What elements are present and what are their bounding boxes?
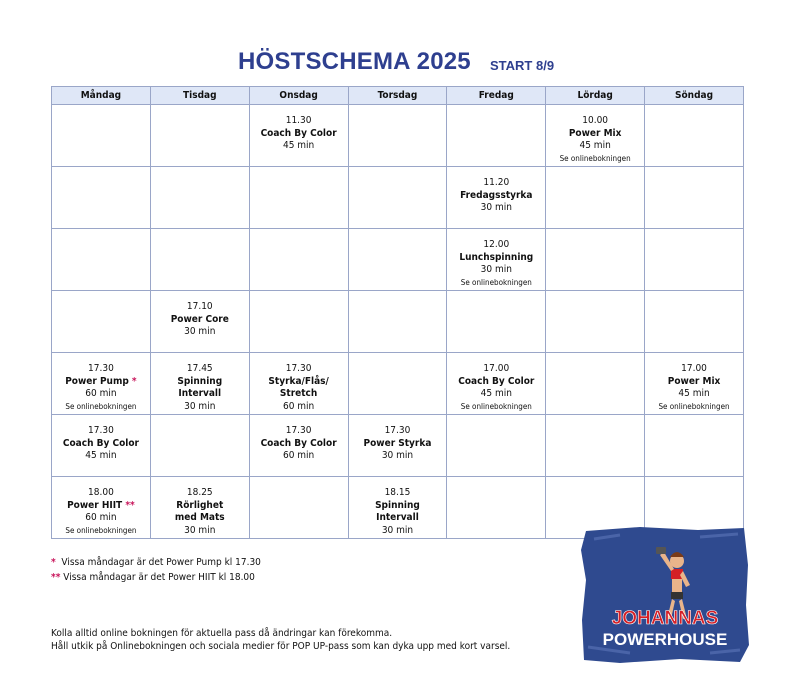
- class-name: Power Pump: [65, 375, 129, 387]
- class-entry: [52, 353, 150, 412]
- schedule-cell: [249, 229, 348, 291]
- class-time: 18.15: [384, 487, 411, 498]
- class-name: Power Styrka: [363, 437, 432, 449]
- day-header: Tisdag: [150, 87, 249, 105]
- class-entry: [52, 477, 150, 536]
- class-duration: 60 min: [85, 512, 117, 523]
- class-time: 11.20: [483, 177, 510, 188]
- schedule-row: [52, 229, 744, 291]
- schedule-cell: [546, 167, 645, 229]
- footnote-text: Vissa måndagar är det Power HIIT kl 18.00: [63, 572, 255, 583]
- schedule-cell: [645, 167, 744, 229]
- footnote-marker: **: [125, 499, 135, 511]
- class-duration: 45 min: [678, 388, 710, 399]
- class-name: Power HIIT: [67, 499, 123, 511]
- class-duration: 60 min: [282, 400, 315, 412]
- class-name: Lunchspinning: [459, 251, 534, 263]
- class-time: 17.30: [88, 363, 114, 374]
- class-name: Spinning Intervall: [375, 499, 420, 523]
- class-name: Power Mix: [667, 375, 721, 387]
- class-time: 17.30: [88, 425, 114, 436]
- class-duration: 30 min: [480, 202, 512, 213]
- schedule-cell: [52, 353, 151, 415]
- class-booking-note: Se onlinebokningen: [65, 401, 137, 411]
- day-header: Lördag: [546, 87, 645, 105]
- class-booking-note: Se onlinebokningen: [460, 401, 532, 411]
- class-time: 17.30: [285, 363, 312, 374]
- footnote-2: [51, 572, 255, 583]
- class-entry: [250, 415, 348, 463]
- class-name: Power Mix: [568, 127, 622, 139]
- class-entry: [52, 415, 150, 463]
- schedule-cell: [249, 353, 348, 415]
- schedule-row: [52, 415, 744, 477]
- class-name-wrap: [52, 500, 150, 513]
- class-time: 11.30: [285, 115, 312, 126]
- schedule-cell: [249, 167, 348, 229]
- schedule-cell: [52, 415, 151, 477]
- class-entry: [349, 477, 447, 537]
- class-entry: [151, 291, 249, 339]
- schedule-cell: [52, 167, 151, 229]
- footnote-text: Vissa måndagar är det Power Pump kl 17.30: [61, 557, 261, 568]
- schedule-cell: [52, 229, 151, 291]
- schedule-table: [51, 86, 744, 539]
- johannas-powerhouse-logo: [580, 525, 750, 665]
- class-name: Coach By Color: [260, 127, 337, 139]
- schedule-cell: [150, 167, 249, 229]
- logo-line-1: JOHANNAS: [611, 608, 719, 629]
- class-entry: [250, 353, 348, 413]
- schedule-cell: [150, 477, 249, 539]
- schedule-cell: [645, 291, 744, 353]
- class-duration: 45 min: [579, 140, 611, 151]
- schedule-cell: [150, 291, 249, 353]
- note-line-1: Kolla alltid online bokningen för aktuella pass då ändringar kan förekomma.: [51, 628, 393, 639]
- class-booking-note: Se onlinebokningen: [559, 153, 631, 163]
- class-booking-note: Se onlinebokningen: [65, 525, 137, 535]
- class-time: 17.00: [483, 363, 510, 374]
- class-duration: 60 min: [85, 388, 117, 399]
- schedule-cell: [150, 415, 249, 477]
- schedule-cell: [645, 105, 744, 167]
- class-time: 17.00: [681, 363, 707, 374]
- schedule-row: [52, 353, 744, 415]
- class-duration: 30 min: [480, 264, 512, 275]
- schedule-cell: [447, 477, 546, 539]
- schedule-body: [52, 105, 744, 539]
- class-time: 10.00: [582, 115, 609, 126]
- schedule-cell: [52, 291, 151, 353]
- schedule-cell: [645, 415, 744, 477]
- day-header: Onsdag: [249, 87, 348, 105]
- class-time: 18.00: [88, 487, 114, 498]
- schedule-cell: [546, 415, 645, 477]
- class-entry: [349, 415, 447, 463]
- schedule-cell: [348, 167, 447, 229]
- class-time: 18.25: [186, 487, 213, 498]
- schedule-cell: [150, 229, 249, 291]
- schedule-cell: [546, 229, 645, 291]
- class-name: Coach By Color: [260, 437, 337, 449]
- class-name-wrap: [52, 376, 150, 389]
- schedule-row: [52, 167, 744, 229]
- schedule-cell: [447, 105, 546, 167]
- schedule-cell: [348, 291, 447, 353]
- footnote-marker: *: [131, 375, 137, 387]
- schedule-cell: [546, 353, 645, 415]
- schedule-cell: [546, 291, 645, 353]
- class-duration: 60 min: [282, 450, 315, 461]
- day-header-row: [52, 87, 744, 105]
- day-header: Fredag: [447, 87, 546, 105]
- class-duration: 45 min: [85, 450, 117, 461]
- schedule-cell: [645, 353, 744, 415]
- schedule-cell: [52, 477, 151, 539]
- class-duration: 30 min: [381, 524, 414, 536]
- schedule-cell: [447, 229, 546, 291]
- schedule-cell: [249, 415, 348, 477]
- class-entry: [447, 167, 545, 215]
- class-duration: 30 min: [184, 524, 216, 536]
- class-name: Spinning Intervall: [177, 375, 223, 399]
- schedule-row: [52, 291, 744, 353]
- class-time: 17.30: [285, 425, 312, 436]
- schedule-cell: [348, 105, 447, 167]
- footnote-1: [51, 557, 261, 568]
- class-entry: [250, 105, 348, 153]
- note-line-2: Håll utkik på Onlinebokningen och sociala medier för POP UP-pass som kan dyka upp med kort varsel.: [51, 641, 511, 652]
- class-time: 17.45: [186, 363, 213, 374]
- class-entry: [151, 477, 249, 537]
- schedule-cell: [645, 229, 744, 291]
- class-duration: 30 min: [381, 450, 414, 461]
- class-time: 17.30: [384, 425, 411, 436]
- class-entry: [447, 229, 545, 288]
- class-time: 17.10: [186, 301, 213, 312]
- day-header: Torsdag: [348, 87, 447, 105]
- logo-line-2: POWERHOUSE: [602, 630, 728, 649]
- class-entry: [546, 105, 644, 164]
- day-header: Söndag: [645, 87, 744, 105]
- schedule-cell: [150, 105, 249, 167]
- class-duration: 45 min: [282, 140, 315, 151]
- schedule-cell: [447, 167, 546, 229]
- class-duration: 30 min: [184, 400, 216, 412]
- page-title: HÖSTSCHEMA 2025: [238, 48, 471, 75]
- schedule-cell: [447, 353, 546, 415]
- schedule-cell: [348, 229, 447, 291]
- class-name: Styrka/Flås/ Stretch: [268, 375, 329, 399]
- start-date: START 8/9: [490, 58, 555, 73]
- class-duration: 45 min: [480, 388, 512, 399]
- schedule-cell: [348, 477, 447, 539]
- class-duration: 30 min: [184, 326, 216, 337]
- class-booking-note: Se onlinebokningen: [460, 277, 532, 287]
- schedule-cell: [348, 415, 447, 477]
- footnote-mark: **: [51, 572, 61, 583]
- schedule-cell: [249, 291, 348, 353]
- class-entry: [447, 353, 545, 412]
- schedule-row: [52, 105, 744, 167]
- class-entry: [645, 353, 743, 412]
- footnote-mark: *: [51, 557, 56, 568]
- class-booking-note: Se onlinebokningen: [658, 401, 730, 411]
- class-name: Coach By Color: [62, 437, 139, 449]
- class-name: Power Core: [170, 313, 229, 325]
- schedule-cell: [249, 477, 348, 539]
- class-time: 12.00: [483, 239, 510, 250]
- day-header: Måndag: [52, 87, 151, 105]
- schedule-cell: [52, 105, 151, 167]
- class-entry: [151, 353, 249, 413]
- class-name: Coach By Color: [458, 375, 535, 387]
- schedule-cell: [447, 291, 546, 353]
- schedule-cell: [546, 105, 645, 167]
- schedule-cell: [150, 353, 249, 415]
- schedule-cell: [447, 415, 546, 477]
- class-name: Rörlighet med Mats: [174, 499, 225, 523]
- schedule-cell: [249, 105, 348, 167]
- class-name: Fredagsstyrka: [460, 189, 533, 201]
- schedule-cell: [348, 353, 447, 415]
